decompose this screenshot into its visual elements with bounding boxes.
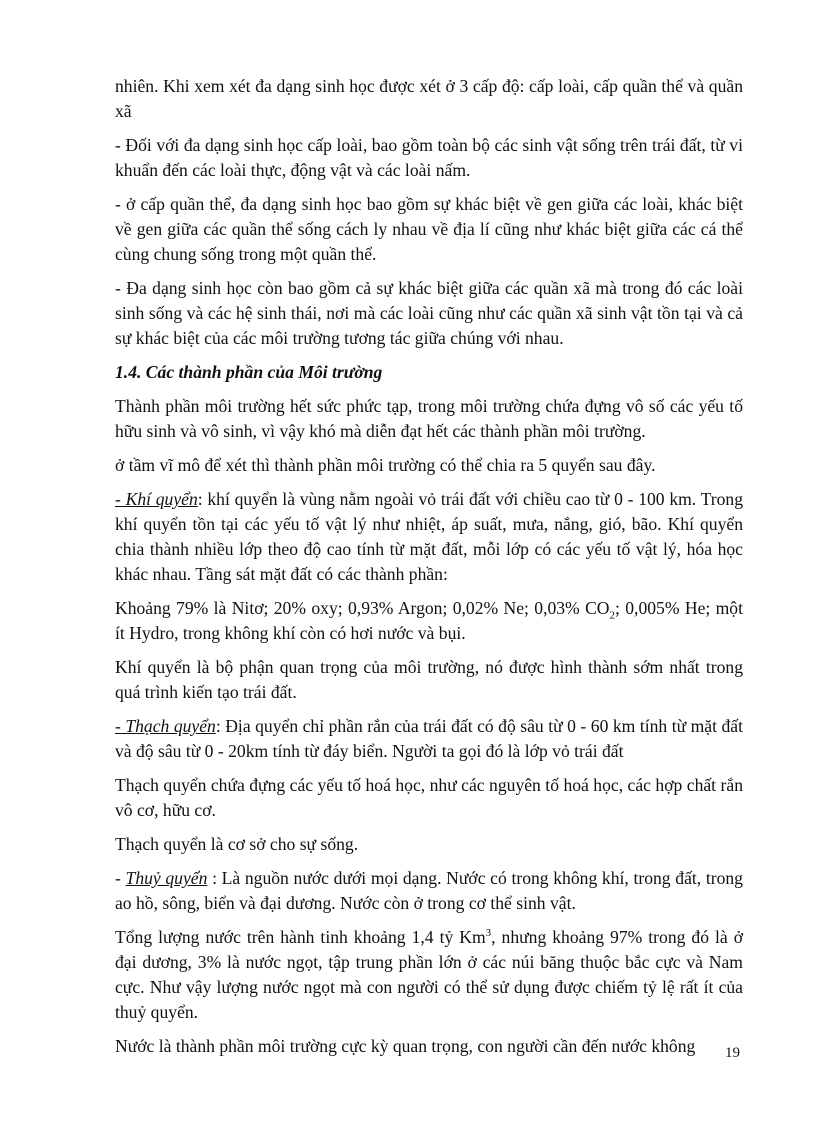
paragraph-five-spheres: ở tầm vĩ mô để xét thì thành phần môi trường có thể chia ra 5 quyển sau đây. xyxy=(115,455,656,475)
paragraph-lithosphere-elements: Thạch quyển chứa đựng các yếu tố hoá học, như các nguyên tố hoá học, các hợp chất rắn vô cơ, hữu cơ. xyxy=(115,775,743,820)
air-composition-b: ; 0,005% He; một ít Hydro, trong không khí còn có hơi nước và bụi. xyxy=(115,598,743,643)
page-number: 19 xyxy=(725,1045,740,1061)
paragraph-species-level: - Đối với đa dạng sinh học cấp loài, bao gồm toàn bộ các sinh vật sống trên trái đất, từ vi khuẩn đến các loài thực, động vật và các loài nấm. xyxy=(115,135,743,180)
paragraph-community-level: - Đa dạng sinh học còn bao gồm cả sự khác biệt giữa các quần xã mà trong đó các loài sinh sống và các hệ sinh thái, nơi mà các loài cũng như các quần xã sinh vật tồn tại và cả sự khác biệt của các môi trường tương tác giữa chúng với nhau. xyxy=(115,278,743,348)
paragraph-water-importance: Nước là thành phần môi trường cực kỳ quan trọng, con người cần đến nước không xyxy=(115,1036,696,1056)
paragraph-lithosphere xyxy=(115,714,743,764)
paragraph-lithosphere-life: Thạch quyển là cơ sở cho sự sống. xyxy=(115,834,359,854)
atmosphere-text: : khí quyển là vùng nằm ngoài vỏ trái đất với chiều cao từ 0 - 100 km. Trong khí quyển tồn tại các yếu tố vật lý như nhiệt, áp suất, mưa, nắng, gió, bão. Khí quyển chia thành nhiều lớp theo độ cao tính từ mặt đất, mỗi lớp có các yếu tố vật lý, hóa học khác nhau. Tầng sát mặt đất có các thành phần: xyxy=(115,489,743,584)
paragraph-environment-components: Thành phần môi trường hết sức phức tạp, trong môi trường chứa đựng vô số các yếu tố hữu sinh và vô sinh, vì vậy khó mà diễn đạt hết các thành phần môi trường. xyxy=(115,396,743,441)
paragraph-water-total xyxy=(115,925,743,1025)
paragraph-hydrosphere xyxy=(115,866,743,916)
co2-subscript: 2 xyxy=(609,609,616,622)
hydrosphere-term: Thuỷ quyển xyxy=(125,868,208,888)
water-total-a: Tổng lượng nước trên hành tinh khoảng 1,4 tỷ Km xyxy=(115,927,486,947)
hydrosphere-prefix: - xyxy=(115,868,126,888)
lithosphere-term: - Thạch quyển xyxy=(115,716,216,736)
paragraph-intro-continued: nhiên. Khi xem xét đa dạng sinh học được xét ở 3 cấp độ: cấp loài, cấp quần thể và quần xã xyxy=(115,76,743,121)
paragraph-air-composition xyxy=(115,596,743,646)
paragraph-population-level: - ở cấp quần thể, đa dạng sinh học bao gồm sự khác biệt về gen giữa các loài, khác biệt về gen giữa các quần thể sống cách ly nhau về địa lí cũng như khác biệt giữa các cá thể cùng chung sống trong một quần thể. xyxy=(115,194,743,264)
air-composition-a: Khoảng 79% là Nitơ; 20% oxy; 0,93% Argon; 0,02% Ne; 0,03% CO xyxy=(115,598,610,618)
section-heading: 1.4. Các thành phần của Môi trường xyxy=(115,362,383,382)
km3-superscript: 3 xyxy=(485,927,492,940)
water-total-b: , nhưng khoảng 97% trong đó là ở đại dương, 3% là nước ngọt, tập trung phần lớn ở các núi băng thuộc bắc cực và Nam cực. Như vậy lượng nước ngọt mà con người có thể sử dụng được chiếm tỷ lệ rất ít của thuỷ quyển. xyxy=(115,927,743,1022)
paragraph-atmosphere xyxy=(115,487,743,587)
atmosphere-term: - Khí quyển xyxy=(115,489,198,509)
paragraph-atmosphere-importance: Khí quyển là bộ phận quan trọng của môi trường, nó được hình thành sớm nhất trong quá trình kiến tạo trái đất. xyxy=(115,657,743,702)
hydrosphere-text: : Là nguồn nước dưới mọi dạng. Nước có trong không khí, trong đất, trong ao hồ, sông, biển và đại dương. Nước còn ở trong cơ thể sinh vật. xyxy=(115,868,743,913)
page-body xyxy=(115,74,743,1068)
lithosphere-text: : Địa quyển chỉ phần rắn của trái đất có độ sâu từ 0 - 60 km tính từ mặt đất và độ sâu từ 0 - 20km tính từ đáy biển. Người ta gọi đó là lớp vỏ trái đất xyxy=(115,716,743,761)
